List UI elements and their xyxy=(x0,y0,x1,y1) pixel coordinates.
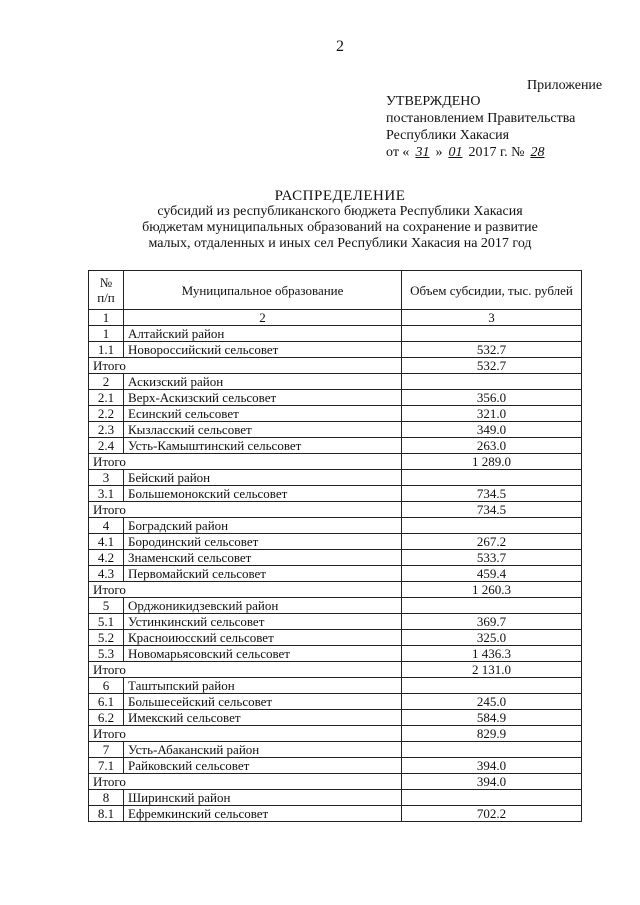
row-number: 8.1 xyxy=(89,806,124,822)
subsidy-amount xyxy=(402,790,582,806)
subsidy-amount: 734.5 xyxy=(402,486,582,502)
row-number: 5 xyxy=(89,598,124,614)
row-number: 7 xyxy=(89,742,124,758)
header-amount: Объем субсидии, тыс. рублей xyxy=(402,271,582,310)
numbering-col-3: 3 xyxy=(402,310,582,326)
table-row-total xyxy=(89,582,582,598)
table-row-total xyxy=(89,774,582,790)
row-number: 6 xyxy=(89,678,124,694)
row-number: 4 xyxy=(89,518,124,534)
subsidy-amount: 1 289.0 xyxy=(402,454,582,470)
total-label: Итого xyxy=(89,582,402,598)
district-name: Таштыпский район xyxy=(124,678,402,694)
subsidy-amount xyxy=(402,326,582,342)
subsidy-amount xyxy=(402,598,582,614)
title-line-2: субсидий из республиканского бюджета Республики Хакасия xyxy=(157,204,523,219)
numbering-col-2: 2 xyxy=(124,310,402,326)
total-label: Итого xyxy=(89,454,402,470)
total-label: Итого xyxy=(89,358,402,374)
municipality-name: Бородинский сельсовет xyxy=(124,534,402,550)
subsidy-amount: 533.7 xyxy=(402,550,582,566)
header-municipality: Муниципальное образование xyxy=(124,271,402,310)
subsidy-amount: 394.0 xyxy=(402,774,582,790)
municipality-name: Устинкинский сельсовет xyxy=(124,614,402,630)
district-name: Ширинский район xyxy=(124,790,402,806)
title-heading: РАСПРЕДЕЛЕНИЕ xyxy=(274,188,406,204)
approval-line-3: Республики Хакасия xyxy=(386,128,510,143)
subsidy-amount: 2 131.0 xyxy=(402,662,582,678)
table-row-district xyxy=(89,326,582,342)
municipality-name: Есинский сельсовет xyxy=(124,406,402,422)
table-row-item xyxy=(89,438,582,454)
municipality-name: Новороссийский сельсовет xyxy=(124,342,402,358)
subsidy-amount xyxy=(402,374,582,390)
approval-title: УТВЕРЖДЕНО xyxy=(386,94,481,109)
table-row-total xyxy=(89,358,582,374)
table-row-district xyxy=(89,678,582,694)
row-number: 2.3 xyxy=(89,422,124,438)
table-row-district xyxy=(89,598,582,614)
subsidy-amount: 394.0 xyxy=(402,758,582,774)
subsidy-amount: 734.5 xyxy=(402,502,582,518)
year-text: 2017 г. № xyxy=(468,145,525,160)
page-number: 2 xyxy=(336,38,344,55)
subsidy-amount xyxy=(402,678,582,694)
subsidy-amount xyxy=(402,470,582,486)
subsidy-amount: 584.9 xyxy=(402,710,582,726)
table-row-total xyxy=(89,726,582,742)
approval-date-line xyxy=(386,144,575,161)
total-label: Итого xyxy=(89,662,402,678)
table-row-item xyxy=(89,422,582,438)
row-number: 6.1 xyxy=(89,694,124,710)
table-row-total xyxy=(89,662,582,678)
table-row-district xyxy=(89,518,582,534)
approval-block xyxy=(386,93,575,161)
subsidy-amount: 356.0 xyxy=(402,390,582,406)
municipality-name: Большемонокский сельсовет xyxy=(124,486,402,502)
table-row-total xyxy=(89,502,582,518)
subsidy-amount: 369.7 xyxy=(402,614,582,630)
subsidy-amount: 325.0 xyxy=(402,630,582,646)
table-row-district xyxy=(89,374,582,390)
row-number: 4.2 xyxy=(89,550,124,566)
approval-line-2: постановлением Правительства xyxy=(386,111,576,126)
date-mid: » xyxy=(435,145,443,160)
handwritten-number: 28 xyxy=(530,145,545,160)
municipality-name: Усть-Камыштинский сельсовет xyxy=(124,438,402,454)
row-number: 4.3 xyxy=(89,566,124,582)
subsidy-amount xyxy=(402,742,582,758)
table-row-district xyxy=(89,790,582,806)
subsidy-amount: 1 260.3 xyxy=(402,582,582,598)
table-row-item xyxy=(89,630,582,646)
district-name: Усть-Абаканский район xyxy=(124,742,402,758)
row-number: 3.1 xyxy=(89,486,124,502)
subsidy-amount: 321.0 xyxy=(402,406,582,422)
table-row-item xyxy=(89,534,582,550)
title-line-4: малых, отдаленных и иных сел Республики Хакасия на 2017 год xyxy=(148,236,532,251)
subsidy-amount: 702.2 xyxy=(402,806,582,822)
row-number: 5.1 xyxy=(89,614,124,630)
row-number: 1 xyxy=(89,326,124,342)
total-label: Итого xyxy=(89,774,402,790)
total-label: Итого xyxy=(89,726,402,742)
row-number: 2.4 xyxy=(89,438,124,454)
table-numbering-row xyxy=(89,310,582,326)
handwritten-day: 31 xyxy=(415,145,430,160)
row-number: 2 xyxy=(89,374,124,390)
municipality-name: Верх-Аскизский сельсовет xyxy=(124,390,402,406)
table-row-item xyxy=(89,390,582,406)
municipality-name: Большесейский сельсовет xyxy=(124,694,402,710)
subsidy-amount: 459.4 xyxy=(402,566,582,582)
municipality-name: Ефремкинский сельсовет xyxy=(124,806,402,822)
table-row-item xyxy=(89,566,582,582)
row-number: 7.1 xyxy=(89,758,124,774)
date-prefix: от « xyxy=(386,145,410,160)
row-number: 6.2 xyxy=(89,710,124,726)
table-row-district xyxy=(89,470,582,486)
table-row-item xyxy=(89,694,582,710)
title-line-3: бюджетам муниципальных образований на сохранение и развитие xyxy=(142,220,538,235)
table-row-item xyxy=(89,646,582,662)
header-number: № п/п xyxy=(89,271,124,310)
table-row-item xyxy=(89,486,582,502)
district-name: Орджоникидзевский район xyxy=(124,598,402,614)
row-number: 2.1 xyxy=(89,390,124,406)
numbering-col-1: 1 xyxy=(89,310,124,326)
municipality-name: Красноиюсский сельсовет xyxy=(124,630,402,646)
row-number: 2.2 xyxy=(89,406,124,422)
subsidy-amount: 532.7 xyxy=(402,358,582,374)
document-title xyxy=(100,188,580,252)
row-number: 4.1 xyxy=(89,534,124,550)
row-number: 5.2 xyxy=(89,630,124,646)
subsidy-amount: 1 436.3 xyxy=(402,646,582,662)
row-number: 8 xyxy=(89,790,124,806)
municipality-name: Первомайский сельсовет xyxy=(124,566,402,582)
subsidy-amount: 245.0 xyxy=(402,694,582,710)
row-number: 5.3 xyxy=(89,646,124,662)
subsidy-amount xyxy=(402,518,582,534)
subsidy-amount: 829.9 xyxy=(402,726,582,742)
municipality-name: Райковский сельсовет xyxy=(124,758,402,774)
subsidy-amount: 263.0 xyxy=(402,438,582,454)
municipality-name: Знаменский сельсовет xyxy=(124,550,402,566)
table-row-item xyxy=(89,342,582,358)
district-name: Бейский район xyxy=(124,470,402,486)
municipality-name: Имекский сельсовет xyxy=(124,710,402,726)
table-row-item xyxy=(89,710,582,726)
subsidy-amount: 267.2 xyxy=(402,534,582,550)
table-header-row xyxy=(89,271,582,310)
table-row-item xyxy=(89,406,582,422)
table-row-item xyxy=(89,758,582,774)
district-name: Боградский район xyxy=(124,518,402,534)
subsidy-amount: 349.0 xyxy=(402,422,582,438)
row-number: 3 xyxy=(89,470,124,486)
table-row-item xyxy=(89,806,582,822)
subsidy-amount: 532.7 xyxy=(402,342,582,358)
municipality-name: Новомарьясовский сельсовет xyxy=(124,646,402,662)
total-label: Итого xyxy=(89,502,402,518)
row-number: 1.1 xyxy=(89,342,124,358)
table-row-total xyxy=(89,454,582,470)
handwritten-month: 01 xyxy=(448,145,463,160)
appendix-label: Приложение xyxy=(527,78,603,93)
table-row-district xyxy=(89,742,582,758)
subsidy-table xyxy=(88,270,582,822)
district-name: Аскизский район xyxy=(124,374,402,390)
table-row-item xyxy=(89,614,582,630)
district-name: Алтайский район xyxy=(124,326,402,342)
table-row-item xyxy=(89,550,582,566)
municipality-name: Кызласский сельсовет xyxy=(124,422,402,438)
